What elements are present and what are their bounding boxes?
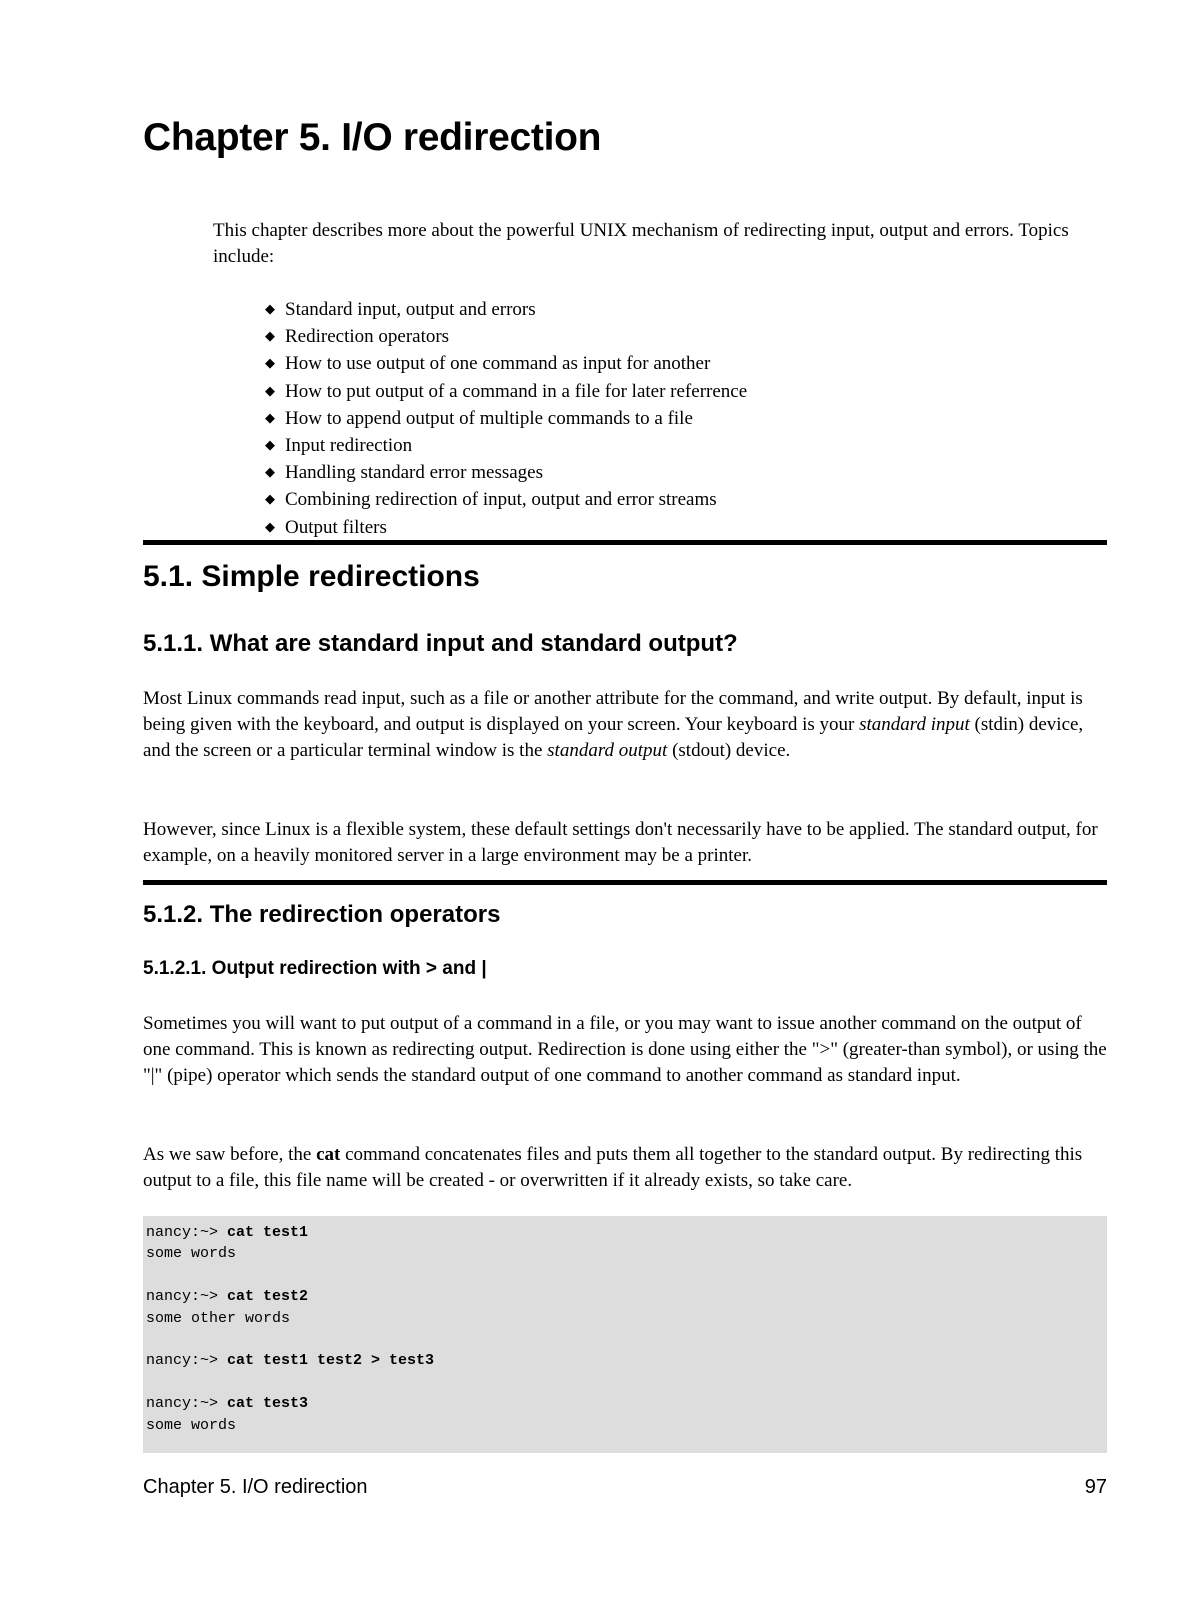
diamond-bullet-icon: ◆: [265, 328, 275, 344]
terminal-line: nancy:~> cat test1: [146, 1224, 309, 1241]
paragraph-standard-io: Most Linux commands read input, such as a file or another attribute for the command, and write output. By default, input is being given with the keyboard, and output is displayed on your screen. Your keyboard is your standard input (stdin) device, and the screen or a particular terminal window is the standard output (stdout) device.: [143, 688, 1084, 762]
intro-paragraph: This chapter describes more about the powerful UNIX mechanism of redirecting input, output and errors. Topics include:: [213, 220, 1069, 267]
terminal-line: some other words: [146, 1309, 291, 1327]
section-divider: [143, 880, 1107, 885]
list-item: ◆ How to put output of a command in a file for later referrence: [265, 378, 747, 405]
footer-chapter-title: Chapter 5. I/O redirection: [143, 1476, 368, 1498]
list-item: ◆ Handling standard error messages: [265, 459, 747, 486]
diamond-bullet-icon: ◆: [265, 382, 275, 398]
terminal-line: [146, 1265, 1104, 1286]
list-item: ◆ Output filters: [265, 514, 747, 541]
terminal-line: some words: [146, 1245, 237, 1263]
terminal-line: [146, 1329, 1104, 1350]
subsubsection-title: 5.1.2.1. Output redirection with > and |: [143, 958, 487, 979]
list-item: ◆ Input redirection: [265, 432, 747, 459]
terminal-line: some words: [146, 1416, 237, 1434]
list-item: ◆ Combining redirection of input, output and error streams: [265, 486, 747, 513]
paragraph-redirecting-output: Sometimes you will want to put output of a command in a file, or you may want to issue another command on the output of one command. This is known as redirecting output. Redirection is done using either the ">" (greater-than symbol), or using the "|" (pipe) operator which sends the standard output of one command to another command as standard input.: [143, 1013, 1107, 1087]
terminal-example: [143, 1216, 1107, 1453]
diamond-bullet-icon: ◆: [265, 409, 275, 425]
terminal-line: nancy:~> cat test1 test2 > test3: [146, 1352, 435, 1370]
subsection-title: 5.1.2. The redirection operators: [143, 901, 501, 928]
emphasis-standard-input: standard input: [859, 714, 970, 736]
terminal-line: [146, 1372, 1104, 1393]
emphasis-standard-output: standard output: [547, 740, 668, 762]
diamond-bullet-icon: ◆: [265, 355, 275, 371]
diamond-bullet-icon: ◆: [265, 437, 275, 453]
section-title: 5.1. Simple redirections: [143, 560, 480, 593]
topics-list: [265, 296, 747, 541]
chapter-title: Chapter 5. I/O redirection: [143, 116, 602, 159]
diamond-bullet-icon: ◆: [265, 301, 275, 316]
list-item: ◆ Redirection operators: [265, 323, 747, 350]
terminal-line: nancy:~> cat test3: [146, 1395, 309, 1413]
paragraph-flexible-system: However, since Linux is a flexible system, these default settings don't necessarily have to be applied. The standard output, for example, on a heavily monitored server in a large environment may be a printer.: [143, 819, 1098, 867]
command-name: cat: [316, 1144, 341, 1165]
diamond-bullet-icon: ◆: [265, 518, 275, 534]
list-item: ◆ Standard input, output and errors: [265, 296, 747, 323]
list-item: ◆ How to append output of multiple commands to a file: [265, 405, 747, 432]
list-item: ◆ How to use output of one command as input for another: [265, 350, 747, 377]
page-number: 97: [1084, 1476, 1107, 1498]
section-divider: [143, 540, 1107, 545]
terminal-line: nancy:~> cat test2: [146, 1288, 309, 1306]
diamond-bullet-icon: ◆: [265, 464, 275, 480]
paragraph-cat-command: As we saw before, the cat command concatenates files and puts them all together to the standard output. By redirecting this output to a file, this file name will be created - or overwritten if it already exists, so take care.: [143, 1144, 1083, 1192]
diamond-bullet-icon: ◆: [265, 491, 275, 507]
subsection-title: 5.1.1. What are standard input and standard output?: [143, 630, 738, 657]
